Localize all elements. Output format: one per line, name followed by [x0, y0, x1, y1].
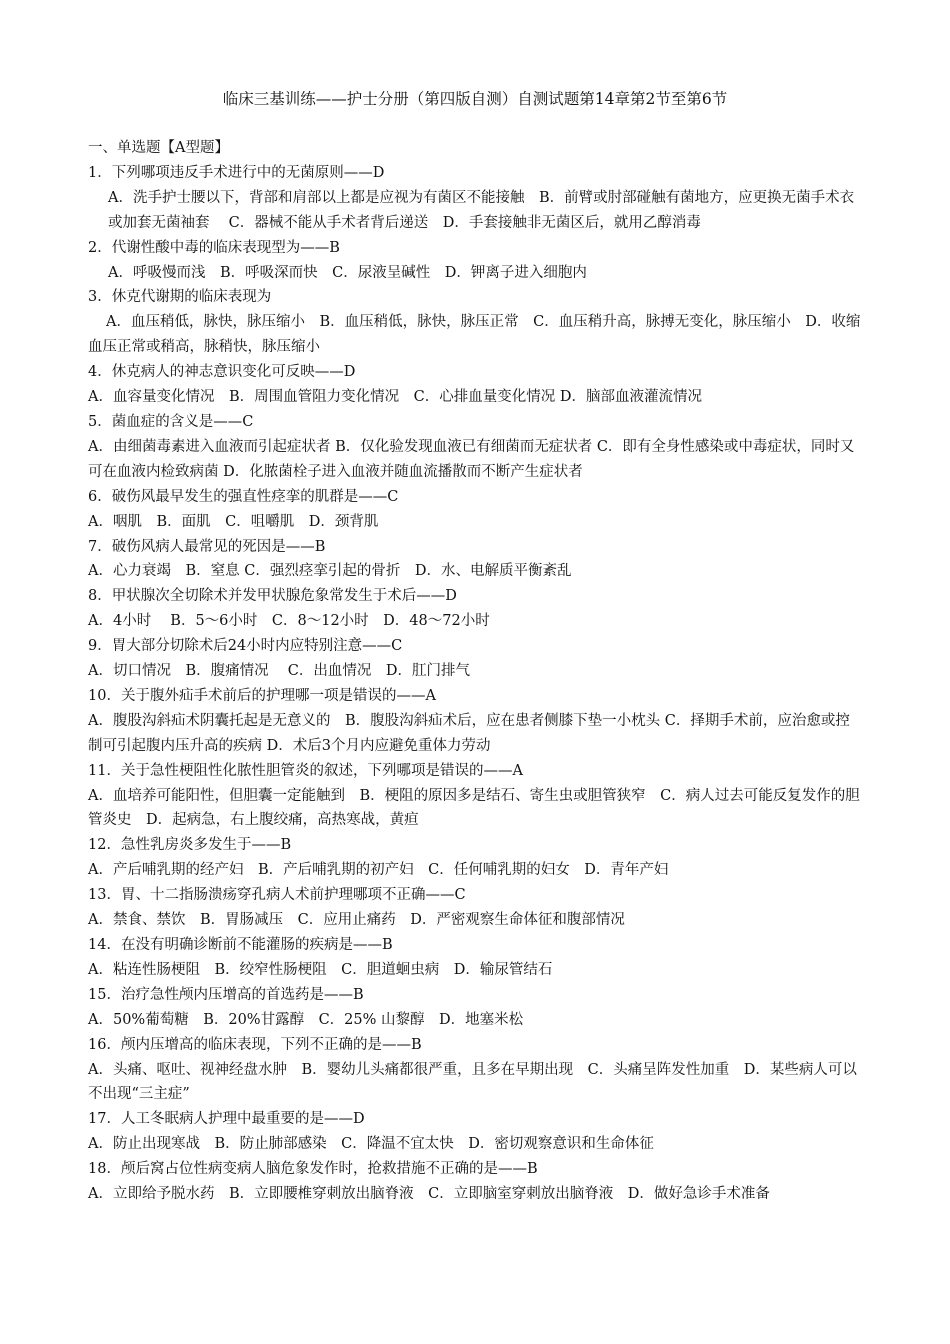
question-3: 3．休克代谢期的临床表现为	[88, 289, 272, 306]
question-15: 15．治疗急性颅内压增高的首选药是——B	[88, 986, 364, 1003]
question-17-options: A．防止出现寒战 B．防止肺部感染 C．降温不宜太快 D．密切观察意识和生命体征	[88, 1136, 654, 1153]
question-6-options: A．咽肌 B．面肌 C．咀嚼肌 D．颈背肌	[88, 513, 379, 530]
document-title: 临床三基训练——护士分册（第四版自测）自测试题第14章第2节至第6节	[222, 90, 728, 108]
question-2-options: A．呼吸慢而浅 B．呼吸深而快 C．尿液呈碱性 D．钾离子进入细胞内	[108, 264, 587, 281]
question-12: 12．急性乳房炎多发生于——B	[88, 837, 292, 854]
question-12-options: A．产后哺乳期的经产妇 B．产后哺乳期的初产妇 C．任何哺乳期的妇女 D．青年产妇	[88, 862, 669, 879]
question-14-options: A．粘连性肠梗阻 B．绞窄性肠梗阻 C．胆道蛔虫病 D．输尿管结石	[88, 961, 553, 978]
question-4-options: A．血容量变化情况 B．周围血管阻力变化情况 C．心排血量变化情况 D．脑部血液灌流情况	[88, 389, 702, 406]
question-11-options: A．血培养可能阳性，但胆囊一定能触到 B．梗阻的原因多是结石、寄生虫或胆管狭窄 C．病人过去可能反复发作的胆管炎史 D．起病急，右上腹绞痛，高热寒战，黄疸	[88, 787, 860, 829]
question-7: 7．破伤风病人最常见的死因是——B	[88, 538, 326, 555]
question-16-options: A．头痛、呕吐、视神经盘水肿 B．婴幼儿头痛都很严重，且多在早期出现 C．头痛呈阵发性加重 D．某些病人可以不出现“三主症”	[88, 1061, 857, 1103]
question-3-options: A．血压稍低，脉快，脉压缩小 B．血压稍低，脉快，脉压正常 C．血压稍升高，脉搏无变化，脉压缩小 D．收缩血压正常或稍高，脉稍快，脉压缩小	[88, 314, 861, 356]
question-8: 8．甲状腺次全切除术并发甲状腺危象常发生于术后——D	[88, 588, 457, 605]
question-1: 1．下列哪项违反手术进行中的无菌原则——D	[88, 164, 385, 181]
question-18-options: A．立即给予脱水药 B．立即腰椎穿刺放出脑脊液 C．立即脑室穿刺放出脑脊液 D．做好急诊手术准备	[88, 1186, 770, 1203]
question-1-options: A．洗手护士腰以下，背部和肩部以上都是应视为有菌区不能接触 B．前臂或肘部碰触有菌地方，应更换无菌手术衣或加套无菌袖套 C．器械不能从手术者背后递送 D．手套接触非无菌区后，就用乙醇消毒	[108, 189, 855, 231]
question-2: 2．代谢性酸中毒的临床表现型为——B	[88, 239, 340, 256]
question-7-options: A．心力衰竭 B．窒息 C．强烈痉挛引起的骨折 D．水、电解质平衡紊乱	[88, 563, 572, 580]
question-5: 5．菌血症的含义是——C	[88, 413, 254, 430]
section-heading: 一、单选题【A型题】	[88, 140, 229, 156]
question-10-options: A．腹股沟斜疝术阴囊托起是无意义的 B．腹股沟斜疝术后，应在患者侧膝下垫一小枕头 C．择期手术前，应治愈或控制可引起腹内压升高的疾病 D．术后3个月内应避免重体力劳动	[88, 712, 850, 754]
question-8-options: A．4小时 B．5～6小时 C．8～12小时 D．48～72小时	[88, 613, 490, 630]
question-14: 14．在没有明确诊断前不能灌肠的疾病是——B	[88, 937, 393, 953]
question-4: 4．休克病人的神志意识变化可反映——D	[88, 364, 356, 381]
question-11: 11．关于急性梗阻性化脓性胆管炎的叙述，下列哪项是错误的——A	[88, 762, 523, 779]
question-13: 13．胃、十二指肠溃疡穿孔病人术前护理哪项不正确——C	[88, 887, 466, 904]
question-13-options: A．禁食、禁饮 B．胃肠减压 C．应用止痛药 D．严密观察生命体征和腹部情况	[88, 912, 625, 929]
question-17: 17．人工冬眠病人护理中最重要的是——D	[88, 1111, 365, 1128]
question-10: 10．关于腹外疝手术前后的护理哪一项是错误的——A	[88, 687, 436, 704]
question-16: 16．颅内压增高的临床表现，下列不正确的是——B	[88, 1036, 422, 1053]
question-9: 9．胃大部分切除术后24小时内应特别注意——C	[88, 638, 403, 655]
document-body	[88, 136, 863, 1207]
question-18: 18．颅后窝占位性病变病人脑危象发作时，抢救措施不正确的是——B	[88, 1161, 538, 1178]
question-5-options: A．由细菌毒素进入血液而引起症状者 B．仅化验发现血液已有细菌而无症状者 C．即有全身性感染或中毒症状，同时又可在血液内检致病菌 D．化脓菌栓子进入血液并随血流播散而不断产生症状者	[88, 438, 855, 480]
question-15-options: A．50%葡萄糖 B．20%甘露醇 C．25% 山黎醇 D．地塞米松	[88, 1011, 524, 1028]
question-6: 6．破伤风最早发生的强直性痉挛的肌群是——C	[88, 488, 399, 505]
question-9-options: A．切口情况 B．腹痛情况 C．出血情况 D．肛门排气	[88, 663, 470, 680]
